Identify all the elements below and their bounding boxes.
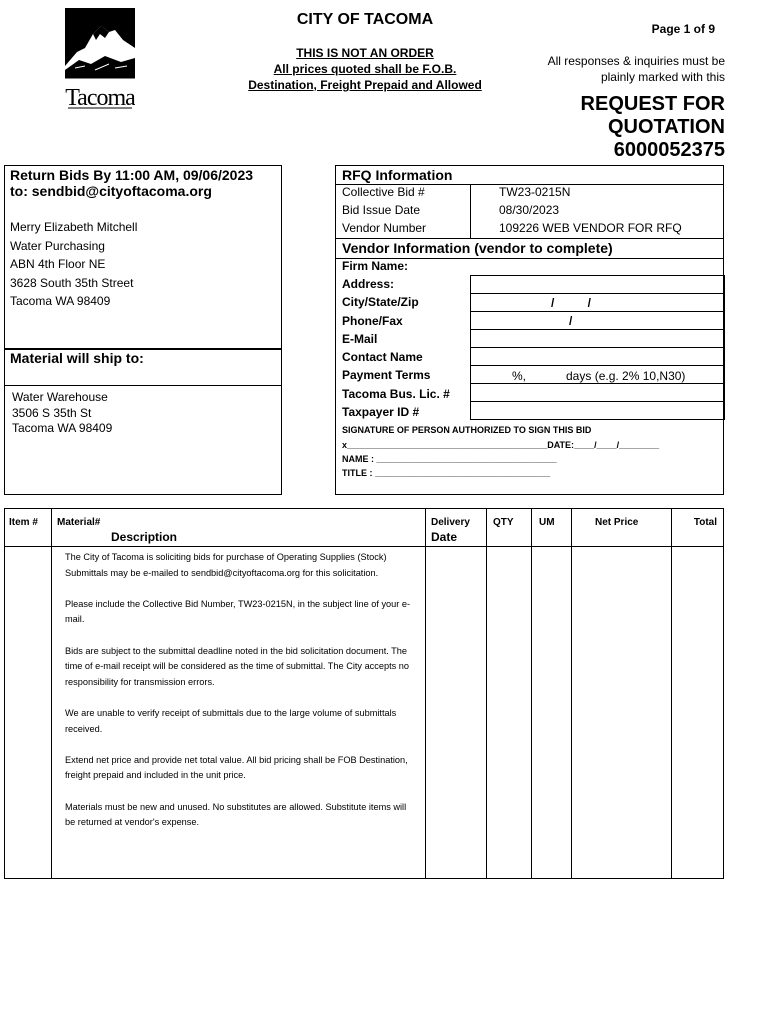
- taxpayer-id-label: Taxpayer ID #: [342, 405, 420, 419]
- payment-terms-label: Payment Terms: [342, 368, 431, 382]
- column-header-net-price: Net Price: [595, 517, 639, 528]
- rfq-label-vendor-number: Vendor Number: [342, 221, 427, 235]
- rfq-title-line: REQUEST FOR: [580, 93, 725, 115]
- mountain-logo-icon: [65, 8, 135, 112]
- column-header-material: Material#: [57, 517, 101, 528]
- line-items-table: [4, 508, 724, 879]
- rfq-title: [520, 93, 725, 162]
- responses-note: [520, 53, 725, 85]
- rfq-number: 6000052375: [613, 139, 725, 161]
- purchasing-address: [10, 218, 137, 311]
- phone-fax-field[interactable]: [470, 311, 725, 330]
- return-bids-box: [4, 165, 282, 495]
- phone-fax-label: Phone/Fax: [342, 314, 403, 328]
- address-line: Water Purchasing: [10, 238, 105, 253]
- divider: [5, 546, 723, 547]
- divider: [51, 509, 52, 878]
- divider: [470, 184, 471, 238]
- divider: [425, 509, 426, 878]
- rfq-label-collective-bid: Collective Bid #: [342, 185, 425, 199]
- signature-heading: SIGNATURE OF PERSON AUTHORIZED TO SIGN THIS BID: [342, 425, 592, 435]
- address-line: Tacoma WA 98409: [10, 294, 111, 308]
- description-paragraph: Please include the Collective Bid Number, TW23-0215N, in the subject line of your e-mail.: [65, 598, 411, 625]
- ship-to-title: Material will ship to:: [10, 350, 144, 366]
- address-line: 3628 South 35th Street: [10, 275, 134, 290]
- column-header-qty: QTY: [493, 517, 514, 528]
- address-line: 3506 S 35th St: [12, 405, 92, 420]
- address-line: Tacoma WA 98409: [12, 421, 113, 435]
- contact-name-label: Contact Name: [342, 350, 423, 364]
- page-indicator: Page 1 of 9: [651, 22, 715, 36]
- rfq-information-box: [335, 165, 724, 495]
- description-paragraph: We are unable to verify receipt of submittals due to the large volume of submittals received.: [65, 707, 397, 734]
- responses-line: All responses & inquiries must be: [547, 54, 725, 68]
- notice-line: All prices quoted shall be F.O.B.: [273, 62, 457, 76]
- address-line: Merry Elizabeth Mitchell: [10, 220, 138, 234]
- column-header-um: UM: [539, 517, 555, 528]
- item-description: [65, 550, 415, 846]
- column-header-description: Description: [111, 530, 178, 544]
- taxpayer-id-field[interactable]: [470, 401, 725, 420]
- rfq-value-issue-date: 08/30/2023: [499, 203, 560, 217]
- payment-terms-hint: %, days (e.g. 2% 10,N30): [512, 369, 686, 383]
- contact-name-field[interactable]: [470, 347, 725, 366]
- signature-line[interactable]: x________________________________________DATE:____/____/________: [342, 440, 660, 450]
- address-line: Water Warehouse: [12, 390, 108, 404]
- column-header-total: Total: [693, 517, 717, 528]
- return-bids-heading: [10, 167, 253, 199]
- title-line[interactable]: TITLE : ___________________________________: [342, 468, 551, 478]
- logo-text: Tacoma: [65, 85, 135, 111]
- ship-to-address: [12, 390, 112, 437]
- rfq-info-title: RFQ Information: [342, 167, 453, 183]
- city-state-zip-field[interactable]: [470, 293, 725, 312]
- column-header-item: Item #: [9, 517, 38, 528]
- email-label: E-Mail: [342, 332, 378, 346]
- rfq-title-line: QUOTATION: [607, 116, 725, 138]
- column-header-date: Date: [431, 530, 458, 544]
- tacoma-logo: [65, 8, 135, 112]
- phone-fax-separator: /: [569, 314, 573, 328]
- firm-name-label: Firm Name:: [342, 259, 409, 273]
- divider: [531, 509, 532, 878]
- not-an-order-notice: [230, 45, 500, 93]
- email-field[interactable]: [470, 329, 725, 348]
- address-field[interactable]: [470, 275, 725, 294]
- responses-line: plainly marked with this: [600, 70, 725, 84]
- notice-line: THIS IS NOT AN ORDER: [296, 46, 434, 60]
- business-license-field[interactable]: [470, 383, 725, 402]
- description-paragraph: Bids are subject to the submittal deadline noted in the bid solicitation document. The time of e-mail receipt will be considered as the time of submittal. The City accepts no responsibility for transmission errors.: [65, 645, 410, 687]
- description-paragraph: Extend net price and provide net total value. All bid pricing shall be FOB Destination, freight prepaid and included in the unit price.: [65, 754, 408, 781]
- city-state-zip-separators: / /: [551, 296, 592, 310]
- address-line: ABN 4th Floor NE: [10, 257, 106, 271]
- return-bids-email: to: sendbid@cityoftacoma.org: [10, 183, 212, 199]
- address-label: Address:: [342, 277, 395, 291]
- city-state-zip-label: City/State/Zip: [342, 295, 419, 309]
- description-paragraph: Materials must be new and unused. No substitutes are allowed. Substitute items will be returned at vendor's expense.: [65, 801, 407, 828]
- return-bids-deadline: Return Bids By 11:00 AM, 09/06/2023: [10, 167, 254, 183]
- rfq-value-collective-bid: TW23-0215N: [499, 185, 571, 199]
- name-line[interactable]: NAME : ____________________________________: [342, 454, 557, 464]
- column-header-delivery: Delivery: [431, 517, 470, 528]
- notice-line: Destination, Freight Prepaid and Allowed: [248, 78, 482, 92]
- city-title: CITY OF TACOMA: [296, 11, 434, 28]
- business-license-label: Tacoma Bus. Lic. #: [342, 387, 450, 401]
- rfq-value-vendor-number: 109226 WEB VENDOR FOR RFQ: [499, 221, 682, 235]
- divider: [5, 385, 281, 386]
- divider: [671, 509, 672, 878]
- divider: [336, 238, 723, 239]
- vendor-info-title: Vendor Information (vendor to complete): [342, 240, 613, 256]
- divider: [486, 509, 487, 878]
- description-paragraph: The City of Tacoma is soliciting bids for purchase of Operating Supplies (Stock) Submittals may be e-mailed to sendbid@cityoftacoma.org for this solicitation.: [65, 552, 387, 578]
- divider: [571, 509, 572, 878]
- rfq-label-issue-date: Bid Issue Date: [342, 203, 421, 217]
